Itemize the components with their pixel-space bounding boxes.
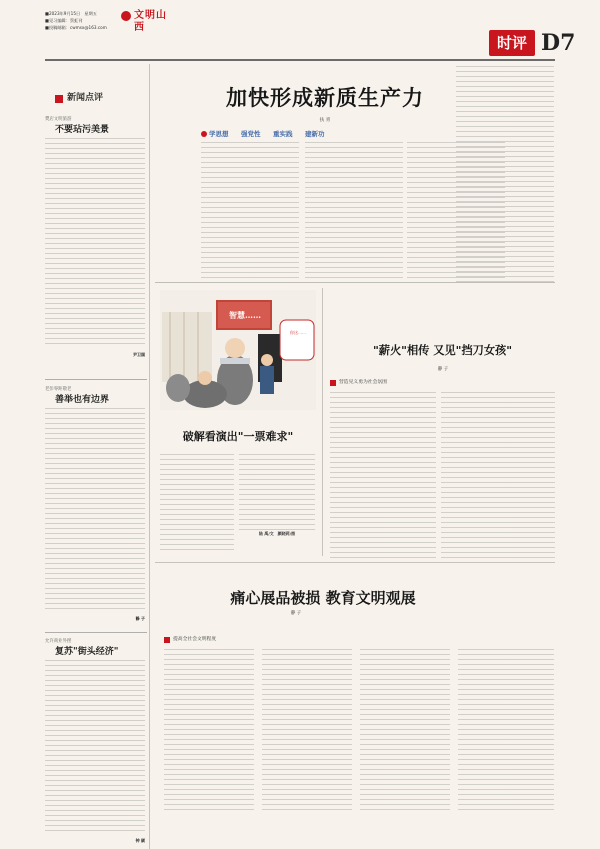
cartoon-body-col2 [239,454,315,530]
article-1 [45,116,147,376]
tag-3: 重实践 [273,130,293,138]
right-body-col2 [441,392,555,558]
bottom-body-col1 [164,649,254,814]
article-3 [45,638,147,848]
headline-2: 善举也有边界 [55,395,110,405]
bottom-title: 痛心展品被损 教育文明观展 [230,589,416,607]
headline-1: 不要玷污美景 [55,125,110,135]
tag-strip [201,129,339,141]
sidebar-divider-2 [45,632,147,633]
cartoon-author: 陆 禹/文 颜晓莉/图 [258,531,296,536]
bottom-subhead-box [164,635,256,647]
date-line: ■2023年9月15日 星期五 [45,11,97,16]
sidebar-title-mark-icon [55,95,63,103]
article-2 [45,386,147,631]
main-article-author: 扶 青 [319,118,331,123]
main-article-title: 加快形成新质生产力 [226,85,424,110]
body-3 [45,660,145,835]
author-3: 钟 颖 [135,838,145,843]
body-1 [45,138,145,348]
middle-horizontal-rule [155,562,555,563]
author-1: 尹卫国 [133,352,145,357]
sidebar-column [45,64,147,849]
column-tab [489,30,535,56]
cartoon-sign-text: 智慧…… [229,310,261,320]
logo [121,10,173,33]
sidebar-title-box [55,90,139,106]
bottom-body-col4 [458,649,554,814]
logo-mark-icon [121,11,131,21]
sidebar-vertical-rule [149,64,150,849]
logo-text: 文明山西 [134,10,167,33]
body-2 [45,408,145,613]
masthead [0,0,600,62]
right-subhead-text: 营造见义勇为社会氛围 [339,380,387,385]
main-article-body-col2 [305,142,403,280]
sidebar-title: 新闻点评 [67,93,104,103]
right-top-column [456,66,554,282]
sidebar-divider-1 [45,379,147,380]
kicker-1: 樊店文明旅游 [45,117,72,122]
right-headline: "薪火"相传 又见"挡刀女孩" [372,343,513,357]
author-2: 静 子 [135,616,145,621]
cartoon-speech-bubble-icon [280,320,314,360]
main-article-bottom-rule [155,282,555,283]
email-line: ■投稿邮箱：cwmsx@163.com [45,25,107,30]
bottom-body-col2 [262,649,352,814]
right-subhead-mark-icon [330,380,336,386]
bottom-author: 静 子 [290,611,302,616]
kicker-3: 允许商业外摆 [45,639,72,644]
cartoon-illustration [160,290,316,410]
header-rule [45,59,555,61]
bottom-subhead-text: 提高全社会文明程度 [173,637,217,642]
tag-2: 强党性 [241,130,261,138]
cartoon-headline: 破解看演出"一票难求" [182,430,294,443]
tag-4: 建新功 [305,130,325,138]
main-article-body-col1 [201,142,299,280]
right-body-col1 [330,392,436,558]
cartoon-body-col1 [160,454,234,554]
kicker-2: 老彭零距敬老 [45,387,72,392]
right-subhead-box [330,378,406,390]
column-name: 时评 [496,34,527,52]
page-number: D7 [541,30,576,56]
middle-vertical-rule [322,288,323,556]
right-author: 静 子 [437,367,449,372]
cartoon-bubble-text: 你这…… [290,330,306,335]
tag-mark-icon [201,131,207,137]
tag-1: 学思想 [209,130,229,138]
bottom-body-col3 [360,649,450,814]
headline-3: 复苏"街头经济" [55,647,119,657]
editor-line: ■见习编辑：蔡虹刊 [45,18,83,23]
bottom-subhead-mark-icon [164,637,170,643]
